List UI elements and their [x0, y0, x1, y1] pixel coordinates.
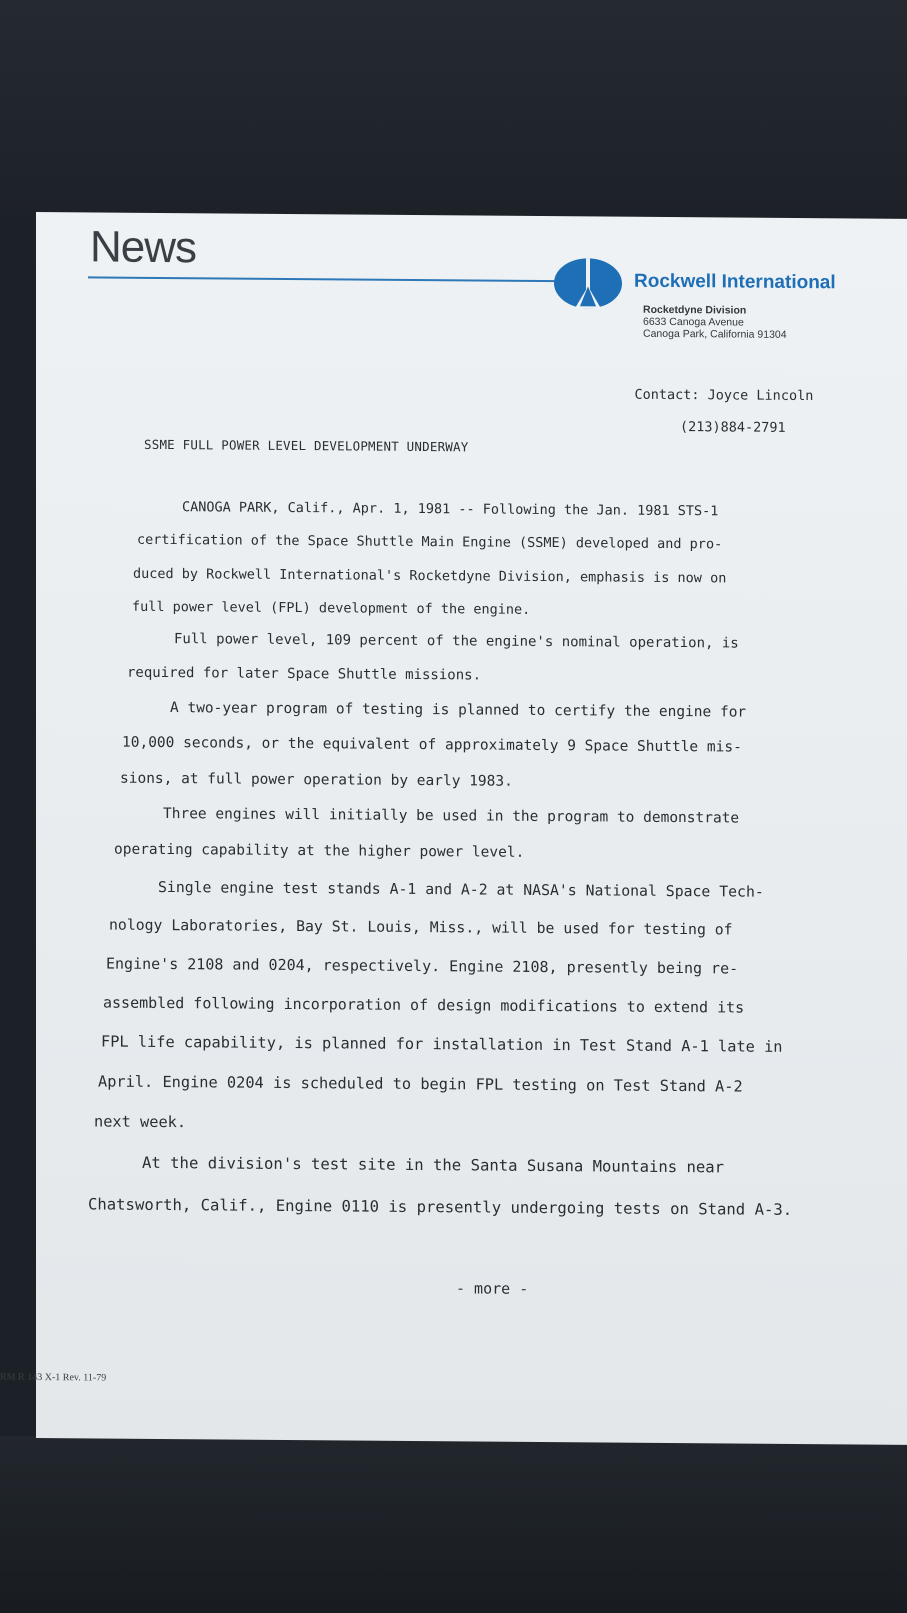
body-line: sions, at full power operation by early 1983.: [120, 770, 513, 790]
address-city: Canoga Park, California 91304: [643, 327, 787, 341]
contact-name: Contact: Joyce Lincoln: [634, 386, 814, 405]
body-line: required for later Space Shuttle missions.: [127, 664, 482, 684]
body-line: FPL life capability, is planned for installation in Test Stand A-1 late in: [101, 1032, 783, 1056]
body-line: certification of the Space Shuttle Main Engine (SSME) developed and pro-: [137, 531, 723, 553]
body-line: A two-year program of testing is planned to certify the engine for: [170, 700, 747, 721]
body-line: At the division's test site in the Santa Susana Mountains near: [142, 1153, 725, 1177]
body-line: Engine's 2108 and 0204, respectively. Engine 2108, presently being re-: [106, 954, 739, 978]
body-line: operating capability at the higher power level.: [114, 841, 525, 861]
masthead-rule: [88, 276, 576, 282]
release-headline: SSME FULL POWER LEVEL DEVELOPMENT UNDERWAY: [144, 436, 469, 455]
body-line: full power level (FPL) development of the engine.: [132, 598, 531, 618]
division-name: Rocketdyne Division: [643, 303, 747, 317]
table-surface-top: [0, 0, 907, 215]
continuation-marker: - more -: [456, 1279, 529, 1298]
body-line: nology Laboratories, Bay St. Louis, Miss., will be used for testing of: [109, 916, 733, 939]
body-line: duced by Rockwell International's Rocketdyne Division, emphasis is now on: [133, 565, 727, 587]
body-line: Chatsworth, Calif., Engine 0110 is presently undergoing tests on Stand A-3.: [88, 1195, 793, 1219]
body-line: Three engines will initially be used in the program to demonstrate: [163, 805, 740, 827]
body-line: next week.: [94, 1112, 187, 1132]
body-line: 10,000 seconds, or the equivalent of approximately 9 Space Shuttle mis-: [122, 734, 742, 756]
company-name: Rockwell International: [634, 270, 836, 294]
table-surface-bottom: [0, 1436, 907, 1613]
press-release-page: [0, 212, 907, 1445]
address-street: 6633 Canoga Avenue: [643, 315, 744, 329]
body-line: CANOGA PARK, Calif., Apr. 1, 1981 -- Following the Jan. 1981 STS-1: [182, 499, 719, 520]
rockwell-logo-icon: [553, 256, 623, 311]
form-code: RM R 143 X-1 Rev. 11-79: [0, 1371, 107, 1384]
body-line: April. Engine 0204 is scheduled to begin FPL testing on Test Stand A-2: [98, 1072, 743, 1096]
body-line: Full power level, 109 percent of the engine's nominal operation, is: [174, 631, 739, 652]
body-line: assembled following incorporation of design modifications to extend its: [103, 993, 745, 1017]
body-line: Single engine test stands A-1 and A-2 at NASA's National Space Tech-: [158, 878, 764, 901]
news-heading: News: [90, 222, 197, 273]
contact-phone: (213)884-2791: [680, 419, 786, 436]
contact-block: [602, 370, 813, 468]
division-address-block: [643, 304, 787, 341]
